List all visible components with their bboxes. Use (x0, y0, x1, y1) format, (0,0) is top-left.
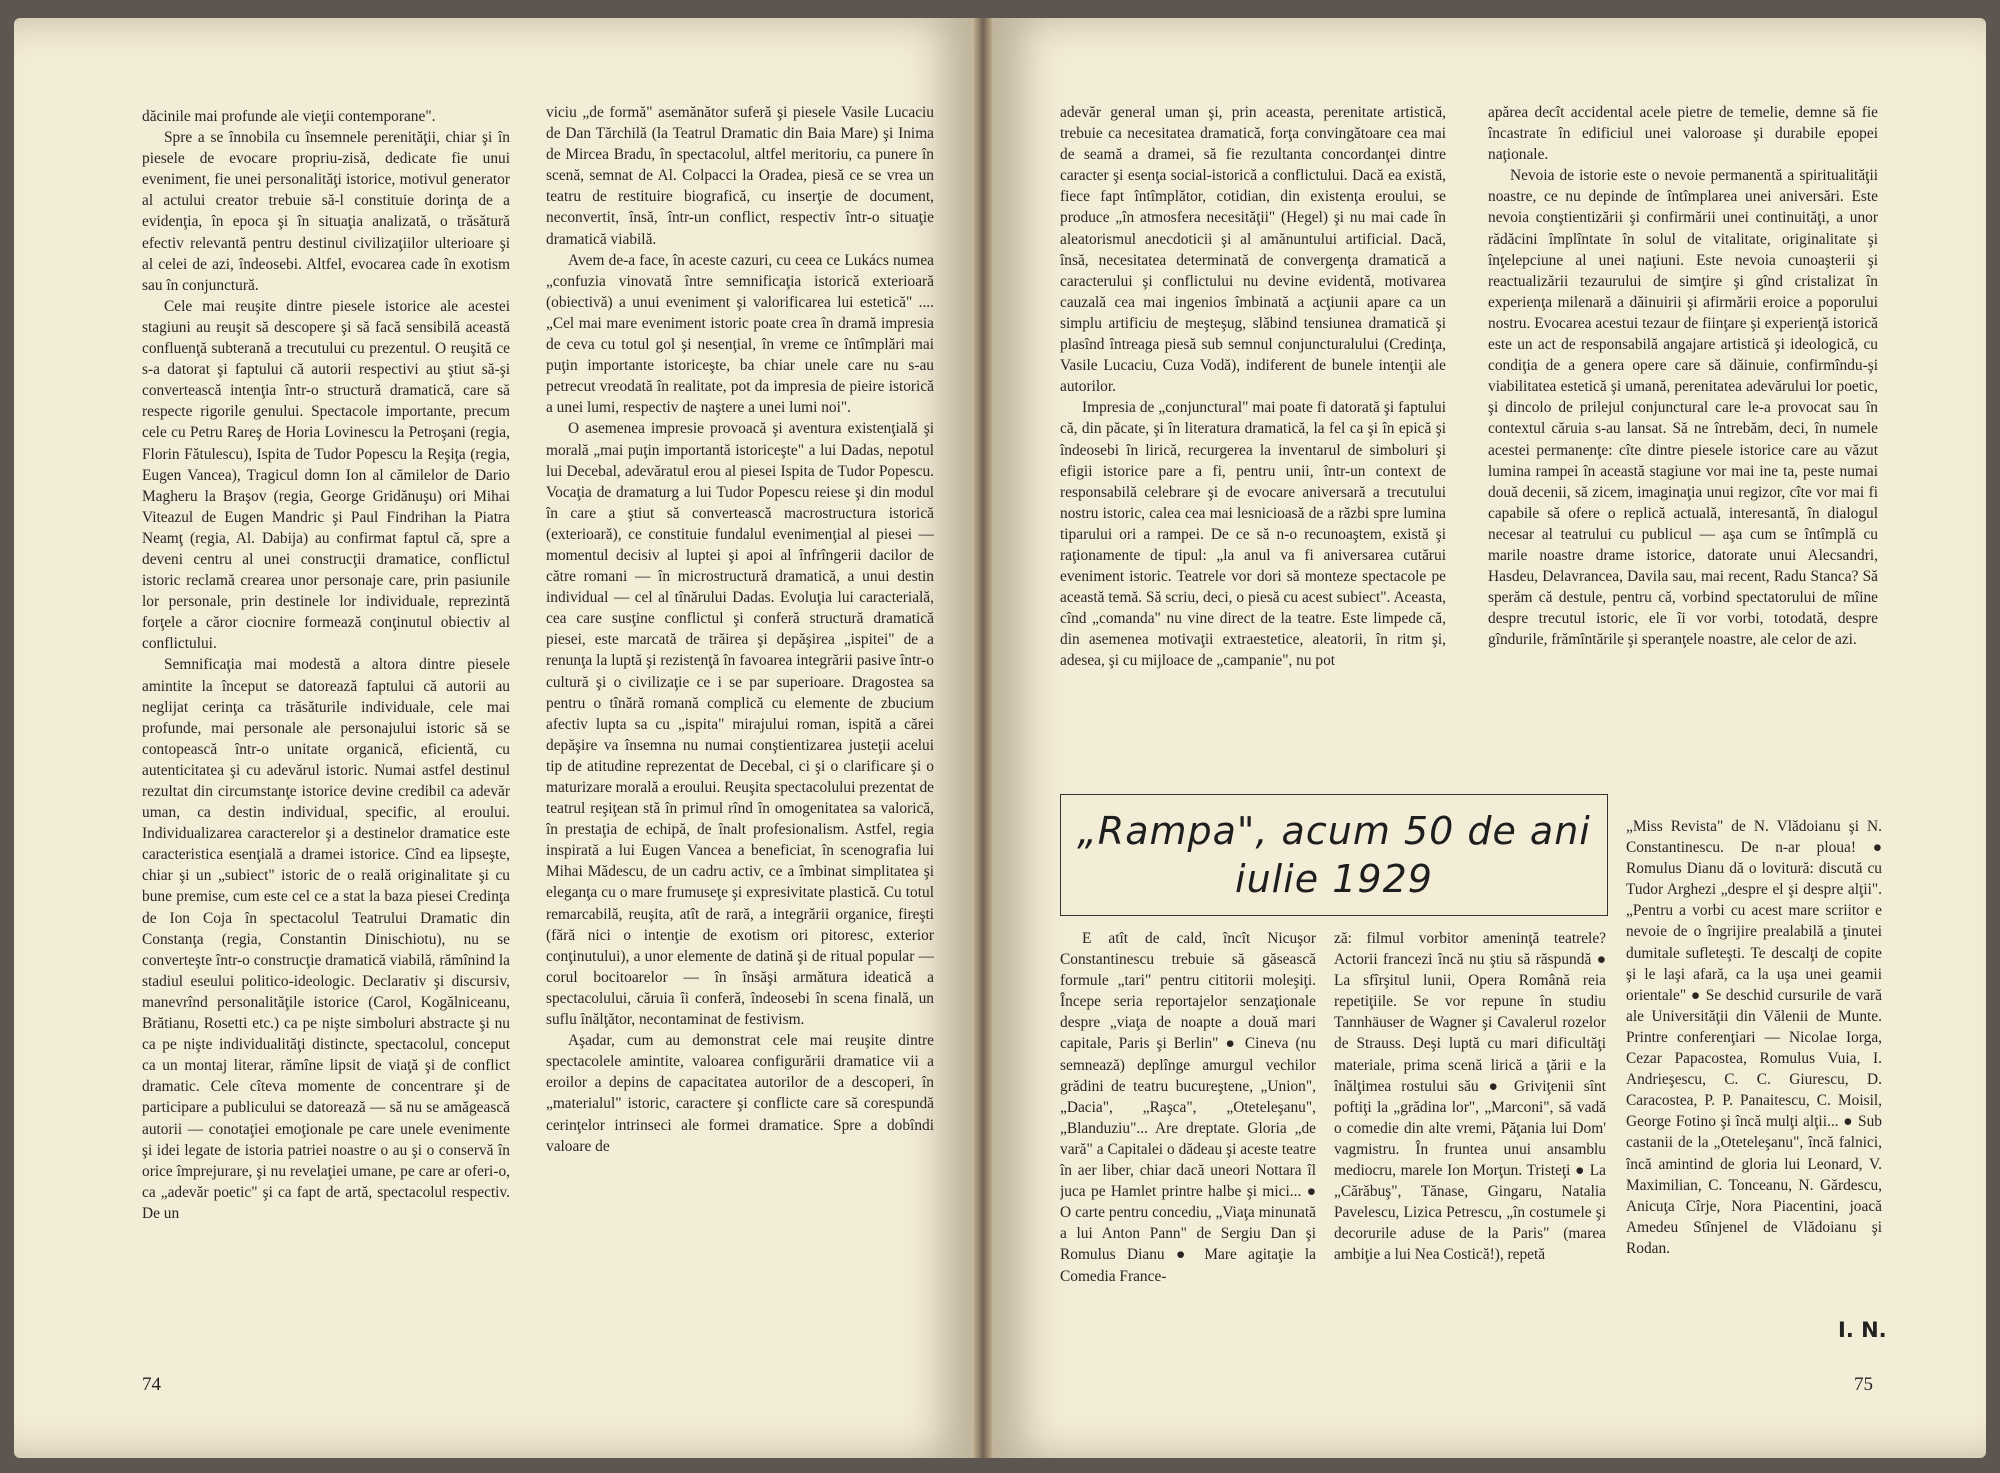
paragraph: Impresia de „conjunctural" mai poate fi datorată şi faptului că, din păcate, şi în literatura dramatică, la fel ca şi în epică şi îndeosebi în lirică, recurgerea la inventarul de simboluri şi efigii istorice pare a fi, pentru unii, într-un context de responsabilă celebrare şi de evocare aniversară a trecutului nostru istoric, calea cea mai lesnicioasă de a răzbi spre lumina tiparului ori a rampei. De ce să n-o recunoaştem, există şi raţionamente de tipul: „la anul va fi aniversarea cutărui eveniment istoric. Teatrele vor dori să monteze spectacole pe această temă. Să scriu, deci, o piesă cu acest subiect". Aceasta, cînd „comanda" nu vine direct de la teatre. Este limpede că, din asemenea motivaţii extraestetice, aleatorii, în ritm şi, adesea, şi cu mijloace de „campanie", nu pot (1060, 399, 1446, 670)
right-page (992, 18, 1986, 1458)
author-signature: I. N. (1838, 1318, 1887, 1342)
column-6 (1334, 928, 1606, 1338)
column-1 (142, 106, 510, 1338)
paragraph: Spre a se înnobila cu însemnele perenităţii, chiar şi în piesele de evocare propriu-zisă, dedicate fie unui eveniment, fie unei personalităţi istorice, motivul generator al actului creator trebuie să-l constituie dorinţa de a evidenţia, în epoca şi în situaţia analizată, o trăsătură efectiv relevantă pentru destinul civilizaţiilor ulterioare şi al celei de azi, îndeosebi. Altfel, evocarea cade în exotism sau în conjunctură. (142, 129, 510, 294)
column-4 (1488, 102, 1878, 778)
paragraph: dăcinile mai profunde ale vieţii contemporane". (142, 108, 436, 125)
rampa-title: „Rampa", acum 50 de ani (1077, 809, 1591, 853)
paragraph: E atît de cald, încît Nicuşor Constantinescu trebuie să găsească formule „tari" pentru cititorii moleşiţi. Începe seria reportajelor senzaţionale despre „viaţa de noapte a două mari capitale, Paris şi Berlin" ● Cineva (nu semnează) deplînge amurgul vechilor grădini de teatru bucureştene, „Union", „Dacia", „Raşca", „Oteteleşanu", „Blanduziu"... Are dreptate. Gloria „de vară" a Capitalei o dădeau şi aceste teatre în aer liber, chiar dacă uneori Nottara îl juca pe Hamlet printre halbe şi mici... ● O carte pentru concediu, „Viaţa minunată a lui Anton Pann" de Sergiu Dan şi Romulus Dianu ● Mare agitaţie la Comedia France- (1060, 930, 1316, 1285)
page-number-left: 74 (142, 1374, 161, 1395)
column-2 (546, 102, 934, 1338)
book-gutter (974, 18, 992, 1458)
column-3 (1060, 102, 1446, 778)
paragraph: O asemenea impresie provoacă şi aventura existenţială şi morală „mai puţin importantă istoriceşte" a lui Dadas, nepotul lui Decebal, adevăratul erou al piesei Ispita de Tudor Popescu. Vocaţia de dramaturg a lui Tudor Popescu reiese şi din modul în care a ştiut să convertească macrostructura istorică (exterioară), ce constituie fundalul evenimenţial al piesei — momentul decisiv al luptei şi apoi al înfrîngerii dacilor de către romani — în microstructură dramatică, a unui destin individual — cel al tînărului Dadas. Evoluţia lui caracterială, cea care susţine conflictul şi conferă structură dramatică piesei, este marcată de trăirea şi depăşirea „ispitei" de a renunţa la luptă şi rezistenţă în favoarea integrării pasive într-o cultură şi o civilizaţie ce i se par superioare. Dragostea sa pentru o tînără romană complică cu elemente de zbucium afectiv lupta sa cu „ispita" mirajului roman, ispită a cărei depăşire va însemna nu numai conştientizarea justeţii acelui tip de atitudine reprezentat de Decebal, ci şi o clarificare şi o maturizare morală a eroului. Reuşita spectacolului prezentat de teatrul reşiţean stă în primul rînd în omogenitatea sa valorică, în prestaţia de echipă, de înalt profesionalism. Astfel, regia inspirată a lui Eugen Vancea a beneficiat, în scenografia lui Mihai Mădescu, de un cadru activ, ce a îmbinat simplitatea şi eleganţa cu o mare frumuseţe şi expresivitate plastică. Cu totul remarcabilă, reuşita, atît de rară, a integrării organice, fireşti (fără nici o intenţie de exotism ori pitoresc, exterior conţinutului), a unor elemente de datină şi de ritual popular — corul bocitoarelor — în însăşi armătura ideatică a spectacolului, căruia îi conferă, îndeosebi în scena finală, un suflu înălţător, necontaminat de festivism. (546, 420, 934, 1029)
paragraph: Aşadar, cum au demonstrat cele mai reuşite dintre spectacolele amintite, valoarea configurării dramatice vii a eroilor a depins de capacitatea autorilor de a descoperi, în „materialul" istoric, caractere şi conflicte care să corespundă cerinţelor intrinseci ale formei dramatice. Spre a dobîndi valoare de (546, 1032, 934, 1155)
left-page (14, 18, 974, 1458)
paragraph: Cele mai reuşite dintre piesele istorice ale acestei stagiuni au reuşit să descopere şi să facă sensibilă această confluenţă subterană a trecutului cu prezentul. O reuşită ce s-a datorat şi faptului că autorii respectivi au ştiut să-şi convertească intenţia într-o structură dramatică, care să respecte rigorile genului. Spectacole importante, precum cele cu Petru Rareş de Horia Lovinescu la Petroşani (regia, Florin Fătulescu), Ispita de Tudor Popescu la Reşiţa (regia, Eugen Vancea), Tragicul domn Ion al cămilelor de Dario Magheru la Braşov (regia, George Gridănuşu) ori Mihai Viteazul de Eugen Mandric şi Paul Findrihan la Piatra Neamţ (regia, Al. Dabija) au confirmat faptul că, spre a deveni centru al unei construcţii dramatice, conflictul istoric reclamă crearea unor personaje care, prin pasiunile lor personale, prin destinele lor individuale, reprezintă forţele a căror ciocnire formează conţinutul obiectiv al conflictului. (142, 297, 510, 653)
rampa-header-box (1060, 794, 1608, 916)
column-7 (1626, 816, 1882, 1316)
paragraph: viciu „de formă" asemănător suferă şi piesele Vasile Lucaciu de Dan Tărchilă (la Teatrul Dramatic din Baia Mare) şi Inima de Mircea Bradu, în spectacolul, altfel meritoriu, ca punere în scenă, semnat de Al. Colpacci la Oradea, piesă ce se vrea un teatru de restituire biografică, cu inserţie de document, neconvertit, însă, într-un conflict, respectiv într-o situaţie dramatică viabilă. (546, 104, 934, 248)
paragraph: Semnificaţia mai modestă a altora dintre piesele amintite la început se datorează faptului că autorii au neglijat cerinţa ca trăsăturile individuale, cele mai profunde, mai personale ale personajului istoric să se contopească într-o unitate organică, eficientă, cu autenticitatea şi cu adevărul istoric. Numai astfel destinul rezultat din circumstanţe istorice devine credibil ca adevăr uman, ca destin individual, specific, al eroului. Individualizarea caracterelor şi a destinelor dramatice este caracteristica esenţială a dramei istorice. Cînd ea lipseşte, chiar şi un „subiect" istoric de o reală originalitate şi cu bune premise, cum este cel ce a stat la baza piesei Credinţa de Ion Coja în spectacolul Teatrului Dramatic din Constanţa (regia, Constantin Dinischiotu), nu se converteşte într-o construcţie dramatică viabilă, rămînind la stadiul eseului politico-ideologic. Declarativ şi discursiv, manevrînd personalităţile istorice (Carol, Kogălniceanu, Brătianu, Rosetti etc.) ca pe nişte simboluri abstracte şi nu ca pe nişte individualităţi distincte, spectacolul, conceput ca un montaj literar, rămîne lipsit de viaţă şi de conflict dramatic. Cele cîteva momente de concentrare şi de participare a publicului se datorează — să nu se amăgească autorii — conotaţiei emoţionale pe care unele evenimente şi idei legate de istoria patriei noastre o au şi o conservă în orice împrejurare, şi nu revelaţiei umane, pe care ar oferi-o, ca „adevăr poetic" şi ca fapt de artă, spectacolul respectiv. De un (142, 656, 510, 1222)
page-number-right: 75 (1854, 1374, 1873, 1395)
paragraph: apărea decît accidental acele pietre de temelie, demne să fie încastrate în edificiul unei valoroase şi durabile epopei naţionale. (1488, 104, 1878, 164)
rampa-date: iulie 1929 (1235, 857, 1433, 901)
paragraph: Nevoia de istorie este o nevoie permanentă a spiritualităţii noastre, ce nu depinde de întîmplarea unei aniversări. Este nevoia conştientizării şi confirmării unei continuităţi, a unor rădăcini împlîntate în solul de vitalitate, originalitate şi înţelepciune al unei naţiuni. Este nevoia cunoaşterii şi reactualizării tezaurului de simţire şi gînd cristalizat în experienţa milenară a dăinuirii şi afirmării eroice a poporului nostru. Evocarea acestui tezaur de fiinţare şi experienţă istorică este un act de responsabilă angajare artistică şi ideologică, cu condiţia de a genera opere care să dăinuie, confirmîndu-şi viabilitatea estetică şi umană, perenitatea adevărului lor poetic, şi dincolo de prilejul conjunctural care le-a provocat sau în contextul căruia s-au lansat. Să ne întrebăm, deci, în numele acestei permanenţe: cîte dintre piesele istorice care au văzut lumina rampei în această stagiune vor mai ine ta, peste numai două decenii, să zicem, imaginaţia unui regizor, cîte vor mai fi capabile să ofere o replică actuală, interesantă, în dialogul necesar al teatrului cu publicul — aşa cum se întîmplă cu marile noastre drame istorice, datorate unui Alecsandri, Hasdeu, Delavrancea, Davila sau, mai recent, Radu Stanca? Să sperăm că destule, pentru că, vorbind spectatorului de mîine despre trecutul istoric, ele îi vor vorbi, totodată, despre gîndurile, frămîntările şi speranţele noastre, ale celor de azi. (1488, 167, 1878, 649)
paragraph: adevăr general uman şi, prin aceasta, perenitate artistică, trebuie ca necesitatea dramatică, forţa convingătoare cea mai de seamă a dramei, să fie rezultanta concordanţei dintre caracter şi esenţa social-istorică a conflictului. Dacă ea există, fiece fapt întîmplător, cotidian, din existenţa eroului, se produce „în atmosfera necesităţii" (Hegel) şi nu mai cade în aleatorismul anecdoticii şi al amănuntului artificial. Dacă, însă, necesitatea determinată de convergenţa dramatică a caracterului şi conflictului nu devine evidentă, motivarea cauzală cea mai ingenios îmbinată a acţiunii apare ca un simplu artificiu de meşteşug, slăbind tensiunea dramatică şi plasînd întreaga piesă sub semnul conjuncturalului (Credinţa, Vasile Lucaciu, Cuza Vodă), indiferent de bunele intenţii ale autorilor. (1060, 104, 1446, 396)
paragraph: „Miss Revista" de N. Vlădoianu şi N. Constantinescu. De n-ar ploua! ● Romulus Dianu dă o lovitură: discută cu Tudor Arghezi „despre el şi despre alţii". „Pentru a vorbi cu acest mare scriitor e nevoie de o îngrijire prealabilă a ţinutei dumitale sufleteşti. Te descalţi de copite şi le laşi afară, ca la uşa unei geamii orientale" ● Se deschid cursurile de vară ale Universităţii din Vălenii de Munte. Printre conferenţiari — Nicolae Iorga, Cezar Papacostea, Romulus Vuia, I. Andrieşescu, C. C. Giurescu, D. Caracostea, P. P. Panaitescu, C. Moisil, George Fotino şi încă mulţi alţii... ● Sub castanii de la „Oteteleşanu", încă falnici, încă amintind de gloria lui Leonard, V. Maximilian, C. Tonceanu, N. Gărdescu, Anicuţa Cîrje, Nora Piacentini, joacă Amedeu Stînjenel de Vlădoianu şi Rodan. (1626, 818, 1882, 1257)
column-5 (1060, 928, 1316, 1338)
paragraph: Avem de-a face, în aceste cazuri, cu ceea ce Lukács numea „confuzia vinovată între semnificaţia istorică exterioară (obiectivă) a unui eveniment şi valorificarea lui estetică" ....„Cel mai mare eveniment istoric poate crea în dramă impresia de ceva cu totul gol şi nesenţial, în vreme ce întîmplări mai puţin importante istoriceşte, ba chiar unele care nu s-au petrecut vreodată în realitate, pot da impresia de pieire istorică a unei lumi, respectiv de naştere a unei lumi noi". (546, 251, 934, 417)
paragraph: ză: filmul vorbitor ameninţă teatrele? Actorii francezi încă nu ştiu să răspundă ● La sfîrşitul lunii, Opera Română reia repetiţiile. Se vor repune în studiu Tannhäuser de Wagner şi Cavalerul rozelor de Strauss. Deşi luptă cu mari dificultăţi materiale, prima scenă lirică a ţării e la înălţimea rostului său ● Griviţenii sînt poftiţi la „grădina lor", „Marconi", să vadă o comedie din alte vremi, Păţania lui Dom' vagmistru. În fruntea unui ansamblu mediocru, marele Ion Morţun. Tristeţi ● La „Cărăbuş", Tănase, Gingaru, Natalia Pavelescu, Lizica Petrescu, „în costumele şi decorurile aduse de la Paris" (marea ambiţie a lui Nea Costică!), repetă (1334, 930, 1606, 1264)
